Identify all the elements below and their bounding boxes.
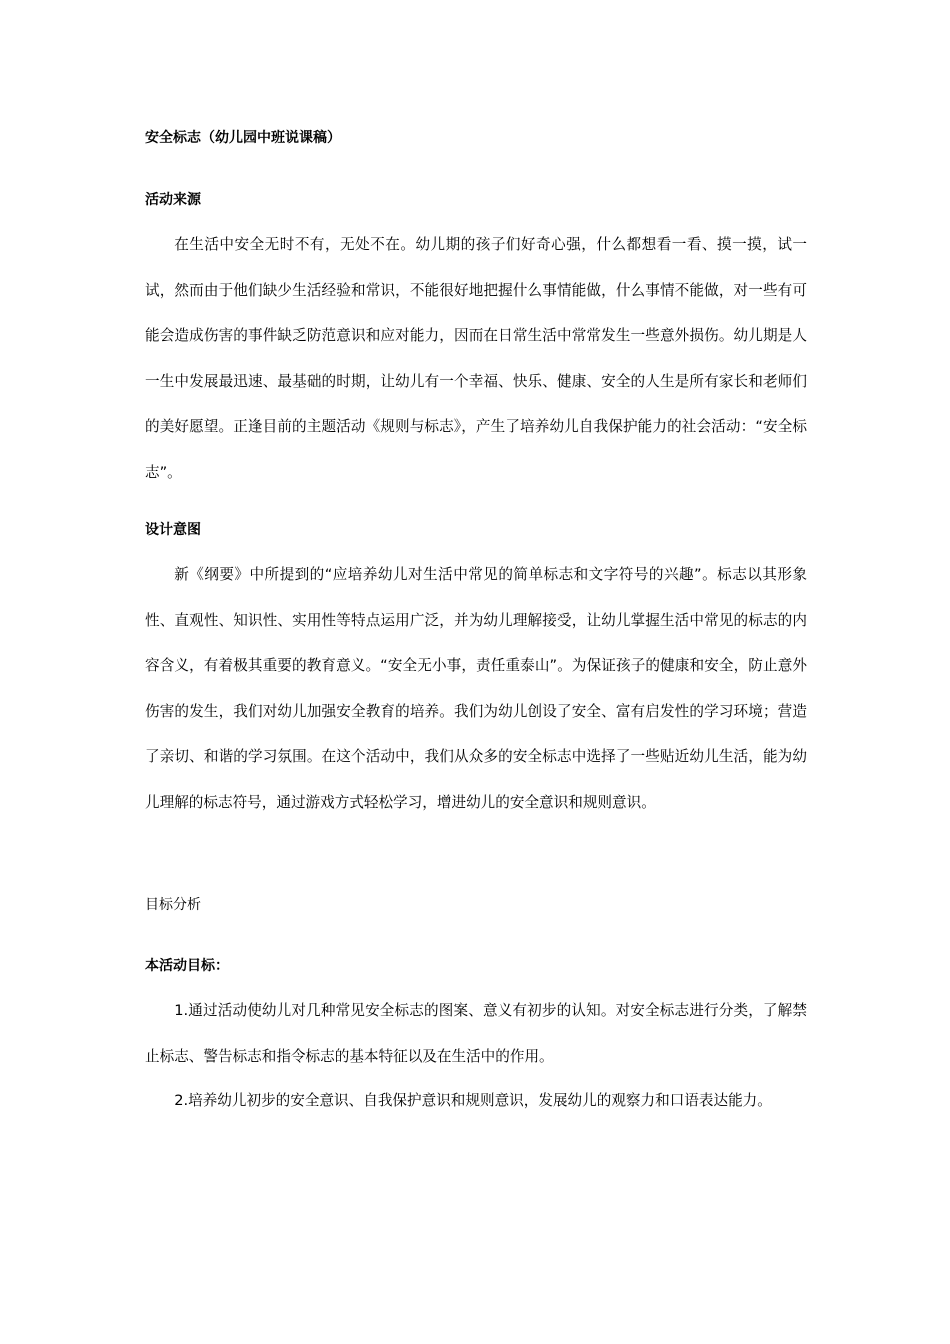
goal-item-1: 1.通过活动使幼儿对几种常见安全标志的图案、意义有初步的认知。对安全标志进行分类，了解禁止标志、警告标志和指令标志的基本特征以及在生活中的作用。 (145, 1002, 807, 1065)
section-heading-source: 活动来源 (145, 192, 201, 208)
paragraph-design: 新《纲要》中所提到的“应培养幼儿对生活中常见的简单标志和文字符号的兴趣”。标志以其形象性、直观性、知识性、实用性等特点运用广泛，并为幼儿理解接受，让幼儿掌握生活中常见的标志的内容含义，有着极其重要的教育意义。“安全无小事，责任重泰山”。为保证孩子的健康和安全，防止意外伤害的发生，我们对幼儿加强安全教育的培养。我们为幼儿创设了安全、富有启发性的学习环境；营造了亲切、和谐的学习氛围。在这个活动中，我们从众多的安全标志中选择了一些贴近幼儿生活，能为幼儿理解的标志符号，通过游戏方式轻松学习，增进幼儿的安全意识和规则意识。 (145, 566, 807, 811)
paragraph-source: 在生活中安全无时不有，无处不在。幼儿期的孩子们好奇心强，什么都想看一看、摸一摸，试一试，然而由于他们缺少生活经验和常识，不能很好地把握什么事情能做，什么事情不能做，对一些有可能会造成伤害的事件缺乏防范意识和应对能力，因而在日常生活中常常发生一些意外损伤。幼儿期是人一生中发展最迅速、最基础的时期，让幼儿有一个幸福、快乐、健康、安全的人生是所有家长和老师们的美好愿望。正逢目前的主题活动《规则与标志》，产生了培养幼儿自我保护能力的社会活动：“安全标志”。 (145, 236, 807, 481)
goal-item-2: 2.培养幼儿初步的安全意识、自我保护意识和规则意识，发展幼儿的观察力和口语表达能力。 (174, 1092, 772, 1109)
section-heading-analysis: 目标分析 (145, 897, 201, 913)
section-heading-goals: 本活动目标： (145, 958, 229, 974)
document-title: 安全标志（幼儿园中班说课稿） (145, 130, 341, 146)
section-heading-design: 设计意图 (145, 522, 201, 538)
